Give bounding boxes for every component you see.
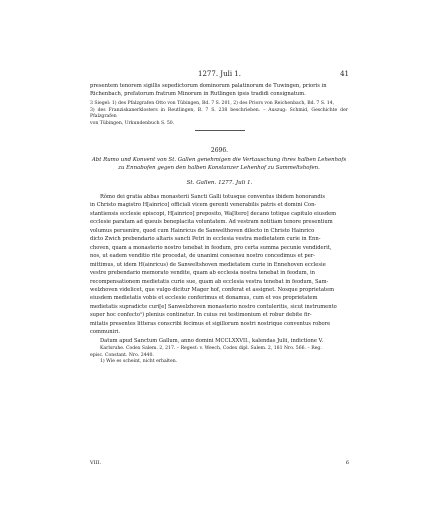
note-line: 3) des Franziskanerklosters in Reutlingen, B. 7 S. 238 beschrieben. – Auszug: Schmid, Geschichte der Pfalzgrafen xyxy=(90,107,348,120)
footnote: 1) Wie es scheint, nicht erhalten. xyxy=(100,359,178,365)
text-line: presentem tenorem sigillis sepedictorum dominorum palatinorum de Tuwingen, prioris in xyxy=(90,83,327,89)
volume-number: VIII. xyxy=(90,460,102,466)
source-line: episc. Constant. Nro. 2440. xyxy=(90,352,154,358)
body-line: eiusdem medietatis vobis et ecclesie conferimus et donamus, cum et vos proprietatem xyxy=(90,295,318,302)
body-line: volumus peruenire, quod cum Hainricus de Sanwelthoven dilecto in Christo Hainrico xyxy=(90,227,315,234)
sheet-signature: 6 xyxy=(345,460,349,466)
note-line: 3 Siegel: 1) des Pfalzgrafen Otto von Tübingen, Bd. 7 S. 201, 2) des Priors von Reichenbach, Bd. 7 S. 14, xyxy=(90,101,335,106)
running-head xyxy=(90,70,349,78)
text-line: Richenbach, prefatorum fratrum Minorum in Rutlingen ipsis tradidi consignatum. xyxy=(90,90,306,97)
regest-line: zu Ennabofen gegen den halben Konstanzer Lehenhof zu Sammeltshofen. xyxy=(118,164,320,171)
place-and-date: St. Gallen. 1277. Juli 1. xyxy=(186,180,253,186)
body-line: welzhoven videlicet, que vulgo dicitur Mager hof, conferat et assignet. Nosque proprietatem xyxy=(90,286,335,293)
running-head-date: 1277. Juli 1. xyxy=(198,70,241,78)
regest-line: Abt Rumo und Konvent von St. Gallen genehmigen die Vertauschung ihres halben Lehenhofs xyxy=(91,157,347,163)
body-line: medietatis supradicte curi[e] Sanwelzhoven monasterio nostro contuleritis, sicut instrumento xyxy=(90,303,337,310)
source-references xyxy=(90,346,348,366)
body-line: recompensationem medietatis curie sue, quam ab ecclesia vestra tenebat in feodum, Sam- xyxy=(90,278,329,285)
page-number: 41 xyxy=(340,70,349,78)
body-line: ecclesie paratam ad queuis beneplacita voluntatem. Ad vestram notitiam tenore presentium xyxy=(90,219,333,226)
body-line: nos, ut eadem venditio rite procedat, de unanimi consensu nostro concedimus et per- xyxy=(90,253,316,260)
document-body xyxy=(90,193,348,345)
body-line: vestre prebendario memorato vendite, quam ab ecclesia nostra tenebat in feodum, in xyxy=(90,270,315,277)
previous-document-end xyxy=(90,83,348,99)
body-line: stantiensis ecclesie episcopi, H[ainrico] preposito, Wa[ltero] decano totique capitulo eiusdem xyxy=(90,210,337,217)
body-line: in Christo magistro H[ainrico] officiali vicem gerenti venerabilis patris et domini Con- xyxy=(90,202,317,209)
body-line: mittimus, ut idem H(ainricus) de Sanweltshoven medietatem curie in Ennehoven ecclesie xyxy=(90,261,326,268)
page-footer xyxy=(90,460,349,466)
note-line: von Tübingen, Urkundenbuch S. 50. xyxy=(90,120,175,126)
source-line: Karlsruhe. Codex Salem. 2, 217. – Regest: v. Weech, Codex dipl. Salem. 2, 181 Nro. 566. – Reg. xyxy=(100,346,322,351)
document-number: 2696. xyxy=(210,147,229,154)
body-line: communiri. xyxy=(90,329,120,336)
body-line: Rŏmo dei gratia abbas monasterii Sancti Galli totusque conventus ibidem honorandis xyxy=(100,194,326,200)
previous-document-notes xyxy=(90,101,348,127)
document-regest xyxy=(90,157,348,172)
body-line: mitatis presentes litteras conscribi fecimus et sigillorum nostri nostrique conventus robore xyxy=(90,320,331,327)
body-line: super hoc confecto¹) plenius continetur. In cuius rei testimonium et robur debite fir- xyxy=(90,312,312,319)
body-line: dicto Zwich prebendario altaris sancti Petri in ecclesia vestra medietatem curie in Enn- xyxy=(90,236,321,243)
datum-line: Datum apud Sanctum Gallum, anno domini MCCLXXVII., kalendas Julii, indictione V. xyxy=(100,337,324,344)
separator-rule xyxy=(195,130,245,131)
body-line: choven, quam a monasterio nostro tenebat in feodum, pro certa summa pecunie vendiderit, xyxy=(90,244,332,251)
